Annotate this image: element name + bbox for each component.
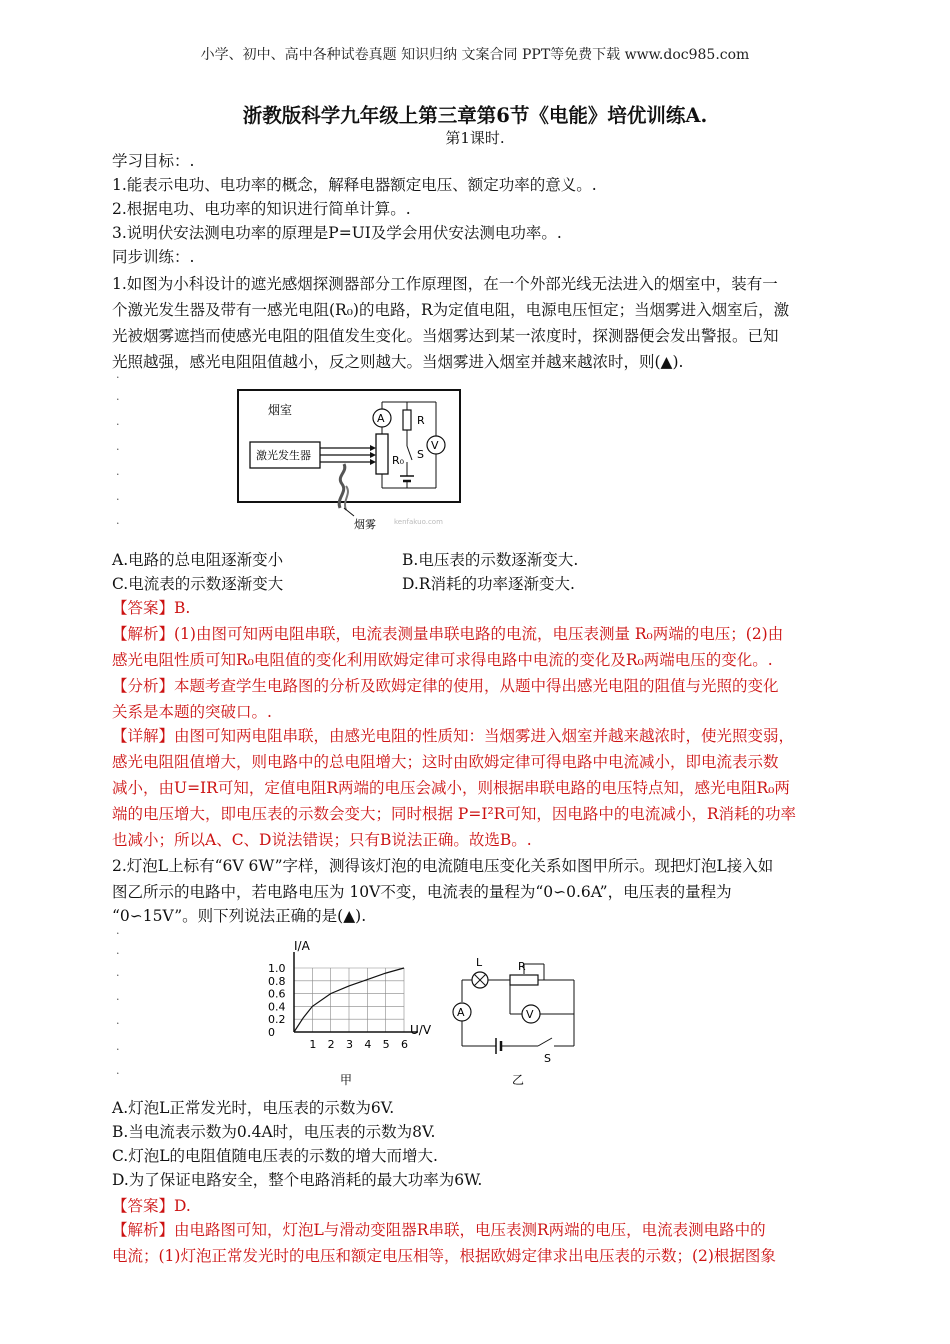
q1-detail: 【详解】由图可知两电阻串联，由感光电阻的性质知：当烟雾进入烟室并越来越浓时，使光照变弱， (112, 727, 795, 745)
switch-s (538, 1038, 552, 1046)
q2-option-c: C.灯泡L的电阻值随电压表的示数的增大而增大. (112, 1147, 438, 1165)
q1-analysis: 【解析】(1)由图可知两电阻串联，电流表测量串联电路的电流，电压表测量 R₀两端的电压；(2)由 (112, 625, 784, 643)
q1-text: 个激光发生器及带有一感光电阻(R₀)的电路，R为定值电阻，电源电压恒定；当烟雾进入烟室后，激 (112, 301, 790, 319)
bullet-dot: . (116, 1014, 120, 1027)
bullet-dot: . (116, 1040, 120, 1053)
y-tick-label: 0 (268, 1026, 275, 1039)
y-axis-label: I/A (294, 939, 310, 953)
watermark: kenfakuo.com (394, 518, 443, 526)
y-tick-label: 0.4 (268, 1000, 286, 1014)
goal-item: 2.根据电功、电功率的知识进行简单计算。. (112, 200, 411, 218)
q2-text: 图乙所示的电路中，若电路电压为 10V不变，电流表的量程为“0∽0.6A”，电压表的量程为 (112, 883, 732, 901)
rheostat-r (510, 975, 538, 985)
q2-circuit (444, 950, 584, 1090)
x-axis-label: U/V (410, 1023, 432, 1037)
bullet-dot: . (116, 368, 120, 381)
x-tick-label: 4 (364, 1038, 372, 1051)
q1-detail: 端的电压增大，即电压表的示数会变大；同时根据 P=I²R可知，因电路中的电流减小，R消耗的功率 (112, 805, 797, 823)
page-subtitle: 第1课时. (445, 129, 505, 147)
q1-option-d: D.R消耗的功率逐渐变大. (402, 575, 575, 593)
q1-detail: 感光电阻阻值增大，则电路中的总电阻增大；这时由欧姆定律可得电路中电流减小，即电流表示数 (112, 753, 779, 771)
practice-heading: 同步训练：. (112, 248, 195, 266)
q1-option-a: A.电路的总电阻逐渐变小 (112, 551, 284, 569)
q1-fenxi: 关系是本题的突破口。. (112, 703, 272, 721)
s-label: S (417, 448, 424, 461)
bullet-dot: . (116, 390, 120, 403)
ammeter-label: A (457, 1006, 465, 1019)
page-title: 浙教版科学九年级上第三章第6节《电能》培优训练A. (242, 104, 708, 127)
graph-caption: 甲 (340, 1073, 353, 1087)
q2-text: 2.灯泡L上标有“6V 6W”字样，测得该灯泡的电流随电压变化关系如图甲所示。现把灯泡L接入如 (112, 857, 774, 875)
bullet-dot: . (116, 440, 120, 453)
x-tick-label: 6 (401, 1038, 408, 1051)
q1-fenxi: 【分析】本题考查学生电路图的分析及欧姆定律的使用，从题中得出感光电阻的阻值与光照的变化 (112, 677, 779, 695)
bullet-dot: . (116, 966, 120, 979)
y-tick-label: 0.6 (268, 987, 286, 1001)
voltmeter-label: V (526, 1008, 534, 1021)
bullet-dot: . (116, 415, 120, 428)
room-label: 烟室 (268, 403, 293, 417)
q2-option-d: D.为了保证电路安全，整个电路消耗的最大功率为6W. (112, 1171, 483, 1189)
graph-grid (294, 968, 404, 1032)
r0-resistor (376, 434, 388, 474)
bullet-dot: . (116, 924, 120, 937)
switch-s (407, 446, 412, 460)
goal-item: 1.能表示电功、电功率的概念，解释电器额定电压、额定功率的意义。. (112, 176, 597, 194)
q2-option-a: A.灯泡L正常发光时，电压表的示数为6V. (112, 1099, 395, 1117)
bullet-dot: . (116, 490, 120, 503)
r-label: R (417, 414, 425, 427)
q1-option-c: C.电流表的示数逐渐变大 (112, 575, 284, 593)
lamp-label: L (476, 956, 483, 969)
laser-label: 激光发生器 (256, 449, 311, 462)
q1-text: 光被烟雾遮挡而使感光电阻的阻值发生变化。当烟雾达到某一浓度时，探测器便会发出警报。已知 (112, 327, 779, 345)
q2-analysis: 电流；(1)灯泡正常发光时的电压和额定电压相等，根据欧姆定律求出电压表的示数；(2)根据图象 (112, 1247, 776, 1265)
bullet-dot: . (116, 514, 120, 527)
q1-analysis: 感光电阻性质可知R₀电阻值的变化利用欧姆定律可求得电路中电流的变化及R₀两端电压的变化。. (112, 651, 773, 669)
ammeter-label: A (377, 412, 385, 425)
bullet-dot: . (116, 944, 120, 957)
voltmeter-label: V (431, 439, 439, 452)
smoke-detector-figure (236, 388, 466, 538)
q2-text: “0∽15V”。则下列说法正确的是(▲). (112, 907, 367, 925)
goal-item: 3.说明伏安法测电功率的原理是P=UI及学会用伏安法测电功率。. (112, 224, 562, 242)
circuit-caption: 乙 (512, 1073, 525, 1087)
q1-detail: 也减小；所以A、C、D说法错误；只有B说法正确。故选B。. (112, 831, 532, 849)
goals-heading: 学习目标：. (112, 152, 195, 170)
r0-label: R₀ (392, 454, 405, 467)
y-tick-label: 0.8 (268, 974, 286, 988)
iu-graph (258, 936, 438, 1090)
switch-label: S (544, 1052, 551, 1065)
q1-text: 1.如图为小科设计的遮光感烟探测器部分工作原理图，在一个外部光线无法进入的烟室中，装有一 (112, 275, 778, 293)
q2-option-b: B.当电流表示数为0.4A时，电压表的示数为8V. (112, 1123, 436, 1141)
x-tick-label: 2 (327, 1038, 335, 1051)
bullet-dot: . (116, 465, 120, 478)
q1-answer: 【答案】B. (112, 599, 191, 617)
y-tick-label: 1.0 (268, 962, 286, 975)
q1-text: 光照越强，感光电阻阻值越小，反之则越大。当烟雾进入烟室并越来越浓时，则(▲). (112, 353, 684, 371)
x-tick-label: 1 (309, 1038, 317, 1051)
q2-analysis: 【解析】由电路图可知，灯泡L与滑动变阻器R串联，电压表测R两端的电压，电流表测电路中的 (112, 1221, 766, 1239)
q2-answer: 【答案】D. (112, 1197, 191, 1215)
y-tick-label: 0.2 (268, 1013, 286, 1027)
site-header: 小学、初中、高中各种试卷真题 知识归纳 文案合同 PPT等免费下载 www.doc985.com (200, 47, 750, 63)
rheostat-label: R (518, 960, 526, 973)
bullet-dot: . (116, 990, 120, 1003)
bullet-dot: . (116, 1064, 120, 1077)
x-tick-label: 5 (382, 1038, 390, 1051)
q1-option-b: B.电压表的示数逐渐变大. (402, 551, 579, 569)
smoke-label: 烟雾 (354, 518, 376, 531)
q1-detail: 减小，由U=IR可知，定值电阻R两端的电压会减小，则根据串联电路的电压特点知，感光电阻R₀两 (112, 779, 790, 797)
r-resistor (403, 410, 411, 430)
x-tick-label: 3 (346, 1038, 353, 1051)
